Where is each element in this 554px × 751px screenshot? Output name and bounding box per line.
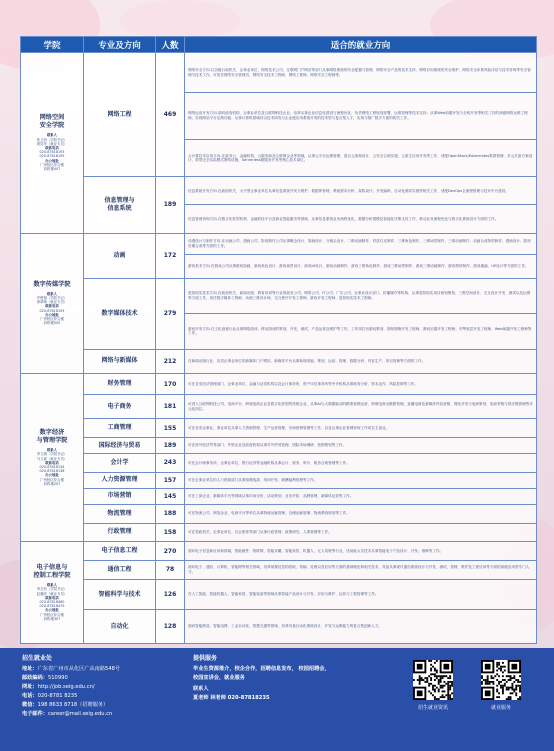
major-name: 电子商务 [84,395,156,419]
table-row [21,233,537,254]
major-count: 155 [156,419,185,438]
table-row [21,438,537,454]
major-count: 189 [156,438,185,454]
major-name: 智能科学与技术 [84,579,156,610]
table-row [21,454,537,473]
footer-services-line1: 毕业生资源推介，校企合作，招聘信息发布， 校园招聘会， [193,666,330,672]
table-row [21,504,537,523]
career-direction: 网络运用开发方向-面向政府机构、企事业单位及互联网科技企业，培养从事企业信息化建设与流程优化、负责网络工程规划部署、运维管理等技术支持；从事Web前端开发与全栈开发等相关工作的高级网络运维工程师，实现网站平台定制功能；从事计算机领域综合技术研发与企业级应用系统开发的技术型与复合型人才，实现与推广数字方面的相关工作。 [185,93,537,140]
major-count: 78 [156,561,185,580]
major-name: 工商管理 [84,419,156,438]
major-count: 145 [156,488,185,504]
major-count: 243 [156,454,185,473]
major-count: 158 [156,523,185,542]
footer-contact-people: 夏老师 林老师 020-87818235 [193,695,270,701]
major-count: 172 [156,233,185,278]
footer-address: 地址：广东省广州市从化区广从南路548号 [22,666,121,672]
career-direction: 面向电子、通信、计算机、智能网等相关领域，培养掌握信息的获取、传输、处理以及应用等方面的基础理论和相关技术，具备从事现代通信系统设计与开发、测试、管理、维护及工程应用等方面的高级应用型专门人才。 [185,561,537,580]
career-direction: 在新闻出版行业、各类企事业单位的新媒体门户网站、新媒体平台从事新闻采编、策划、运营、管理、数据分析、内容生产、项目管理等方面的工作。 [185,349,537,373]
footer-section-title: 招生就业处 [22,655,53,662]
career-direction: 虚拟现实技术方向-在政府机关、新闻出版、教育培训等行业的政务公司、网络公司、IT公司、广告公司、企事业设计部门、传播媒介等机构，从事虚拟现实项目规划策划、三维空间设计、交互设计开发、测试以及运维等方面工作，担任数字媒体工程师、动画三维设计师、交互程序开发工程师、游戏开发工程师、虚拟现实技术工程师。 [185,278,537,313]
career-direction: 可在涉外经济贸易部门、外资企业及政府机构从事对外贸易管理、国际市场调研、营销策划等工作。 [185,438,537,454]
major-name: 财务管理 [84,373,156,394]
career-direction: 信息管理咨询方向-在数字化转型机构、金融科技平台及商业智能服务等领域，从事信息系统业务流程优化、数据分析建模及智能化决策支持工作，推动业务流程优化与数字化系统设计方面的工作。 [185,205,537,233]
table-row [21,610,537,644]
college-contact: 联系人 李玉权（学院书记） 赵雅欣（就业专员） 联系电话 020-87818480 020-87818479 办公地址 广州校区综合楼 四栋楼307 [36,583,68,621]
qr-code-news [413,660,453,700]
major-count: 469 [156,53,185,177]
major-name: 会计学 [84,454,156,473]
college-contact: 联系人 李文娟（学院书记） 马义斌（就业专员） 联系电话 020-87818134 020-87818136 办公地址 广州校区综合楼 四栋楼207 [36,448,68,486]
footer-website-link[interactable]: 网址：http://job.seig.edu.cn/ [22,684,95,690]
major-count: 270 [156,542,185,561]
table-row [21,349,537,373]
table-header-row [21,37,537,53]
header-college: 学院 [21,37,84,53]
career-direction: 可在工商企业、新媒体平台等领域从事市场分析、活动策划、业务开拓、品牌管理、新媒体运营等工作。 [185,488,537,504]
major-name: 动画 [84,233,156,278]
career-direction: 可在各类经济管理部门、企事业单位、金融与证券机构以及会计事务所，资产评估事务所等中介机构从事财务分析、资本运作、风险控制等工作。 [185,373,537,394]
table-row [21,579,537,610]
footer-postcode: 邮政编码：510990 [22,675,68,681]
career-direction: 面向电子信息新应用新领域，智能硬件、物联网、智能穿戴、智能家居、机器人、无人驾驶等行业，适用能大式技术从事智能电子产品设计、开发、维修等工作。 [185,542,537,561]
career-direction: 动漫设计与制作方向-在动画公司、漫画公司、影视制作公司从事概念设计、原画设计、分镜头设计、二维动画制作、材质灯光制作、三维角色制作、三维场景制作、三维动画制作、动画合成特效制作、漫画设计、影视后期合成等方面的工作。 [185,233,537,254]
career-direction: 可进入互联网科技公司、电商平台、跨境电商企业及数字化转型的传统企业，从事AI与大数据驱动的精准营销运营、跨境电商全链路管理、直播电商及新媒体内容营销、网站开发与电商策划、电商采购与供应链管理等多元化岗位。 [185,395,537,419]
major-count: 279 [156,278,185,349]
table-row [21,419,537,438]
college-contact: 联系人 许俊翔（学院书记） 黄翠娥（就业专员） 联系电话 020-87818193 办公地址 广州校区综合楼 四栋楼505 [36,291,68,326]
major-name: 数字媒体技术 [84,278,156,349]
major-count: 189 [156,177,185,233]
major-name: 国际经济与贸易 [84,438,156,454]
major-name: 信息管理与 信息系统 [84,177,156,233]
college-cell [21,53,84,234]
table-row [21,561,537,580]
major-name: 电子信息工程 [84,542,156,561]
college-contact: 联系人 张卫西（学院书记） 黄奕华（就业专员） 联系电话 020-87818193 020-87818195 办公地址 广州校区综合楼 四栋楼407 [36,133,68,171]
major-name: 行政管理 [84,523,156,542]
table-row [21,177,537,205]
footer-mobile: 微信：198 8633 8718（招聘服务） [22,702,109,708]
qr-code-service [481,660,521,700]
footer-contact-title: 联系人 [193,686,209,692]
major-name: 市场营销 [84,488,156,504]
major-name: 网络与新媒体 [84,349,156,373]
qr-label-service: 就业服务 [490,705,511,711]
college-name: 电子信息与 控制工程学院 [33,564,71,580]
major-name: 通信工程 [84,561,156,580]
career-direction: 信息系统开发方向-在政府机关、大中型企事业单位从事信息系统开发与维护、数据库管理、系统需求分析、架构设计、开发编码、自动化测试实施等相关工作，适配DevOps全流程管理与技术中台建设。 [185,177,537,205]
footer-phone: 电话：020-8781 8235 [22,693,78,699]
footer [0,648,554,751]
career-direction: 游戏开发方向-在文化创意行业从事网络游戏、移动游戏的策划、开发、测试、产品运营及维护等工作。工作岗位有游戏策划、图形图像开发工程师、游戏后端开发工程师、引擎底层开发工程师、Web前端开发工程师等工作。 [185,313,537,349]
table-row [21,373,537,394]
career-direction: 可在企事业单位的人力资源部门从事招聘选拔、培训开发、薪酬福利管理等工作。 [185,472,537,488]
career-direction: 在人工智能、智能机器人、智能家居、智能装备等领域从事智能产品设计与开发、应用与维护、运营与工程管理等工作。 [185,579,537,610]
major-count: 170 [156,373,185,394]
major-count: 126 [156,579,185,610]
footer-services-line2: 校园宣讲会，就业服务 [193,675,245,681]
table-row [21,488,537,504]
college-name: 数字传媒学院 [33,280,71,288]
career-direction: 面向智能制造、智能电网、工业自动化、智慧交通等领域，培养具备自动化系统设计、开发与运维能力的复合型创新人才。 [185,610,537,644]
career-direction: 网络安全方向-往各级行政机关、企事业单位、网络技术公司、互联网门户网站等部门从事网络系统的安全配置与管理、网络安全产品的技术支持、网络应用系统的安全维护、网络安全体系风险评估与技术咨询等安全管理与技术工作，可担任网络安全管理员、网络安全技术工程师、网络工程师、网络安全工程师等。 [185,53,537,93]
college-name: 网络空间 安全学院 [39,114,65,130]
table-row [21,395,537,419]
footer-email-link[interactable]: 电子邮件：career@mail.seig.edu.cn [22,711,113,717]
table-row [21,53,537,93]
major-count: 157 [156,472,185,488]
header-count: 人数 [156,37,185,53]
college-cell [21,542,84,644]
majors-table [20,36,537,644]
major-name: 网络工程 [84,53,156,177]
background-blossom [120,0,240,40]
college-cell [21,233,84,373]
table-row [21,542,537,561]
major-count: 212 [156,349,185,373]
college-name: 数字经济 与管理学院 [36,429,68,445]
career-direction: 可在物流公司、制造企业、电商平台等单位从事物流运输管理、仓储运输管理、物流系统规划等工作。 [185,504,537,523]
career-direction: 可在会计师事务所、企事业单位、银行证券等金融机构从事会计、财务、审计、税务合规管理等工作。 [185,454,537,473]
footer-services-title: 提供服务 [193,655,218,662]
qr-label-news: 招生就业资讯 [417,705,448,711]
major-name: 人力资源管理 [84,472,156,488]
major-name: 自动化 [84,610,156,644]
table-row [21,523,537,542]
major-count: 188 [156,504,185,523]
college-cell [21,373,84,541]
career-direction: 云计算技术应用方向-在政务云、金融机构、云服务商及互联网企业等领域，从事云平台运维管理、混合云架构设计、云安全合规实施、云原生应用开发等工作，适配OpenStack/Kubernetes集群管理、多云灾备方案设计，带领完全实际模式网络设施、Serverless微服务开发等核心技术岗位。 [185,139,537,176]
header-major: 专业及方向 [84,37,156,53]
table-row [21,472,537,488]
career-direction: 可在党政机关、企事业单位、社会团体等部门从事行政管理、政策研究、人事管理等工作。 [185,523,537,542]
career-direction: 游戏美术方向-在游戏公司从事游戏原画、游戏角色设计、游戏场景设计、游戏UI设计、游戏动画制作、游戏三维角色制作、游戏三维场景制作、游戏三维动画制作、游戏特效制作、游戏地编、UE设计等方面的工作。 [185,254,537,278]
header-direction: 适合的就业方向 [185,37,537,53]
table-row [21,278,537,313]
major-count: 128 [156,610,185,644]
major-name: 物流管理 [84,504,156,523]
career-direction: 可在各类企事业、事业单位从事人力资源管理、生产运营管理、市场营销管理等工作，以及从事企业管理咨询工作或自主创业。 [185,419,537,438]
major-count: 181 [156,395,185,419]
